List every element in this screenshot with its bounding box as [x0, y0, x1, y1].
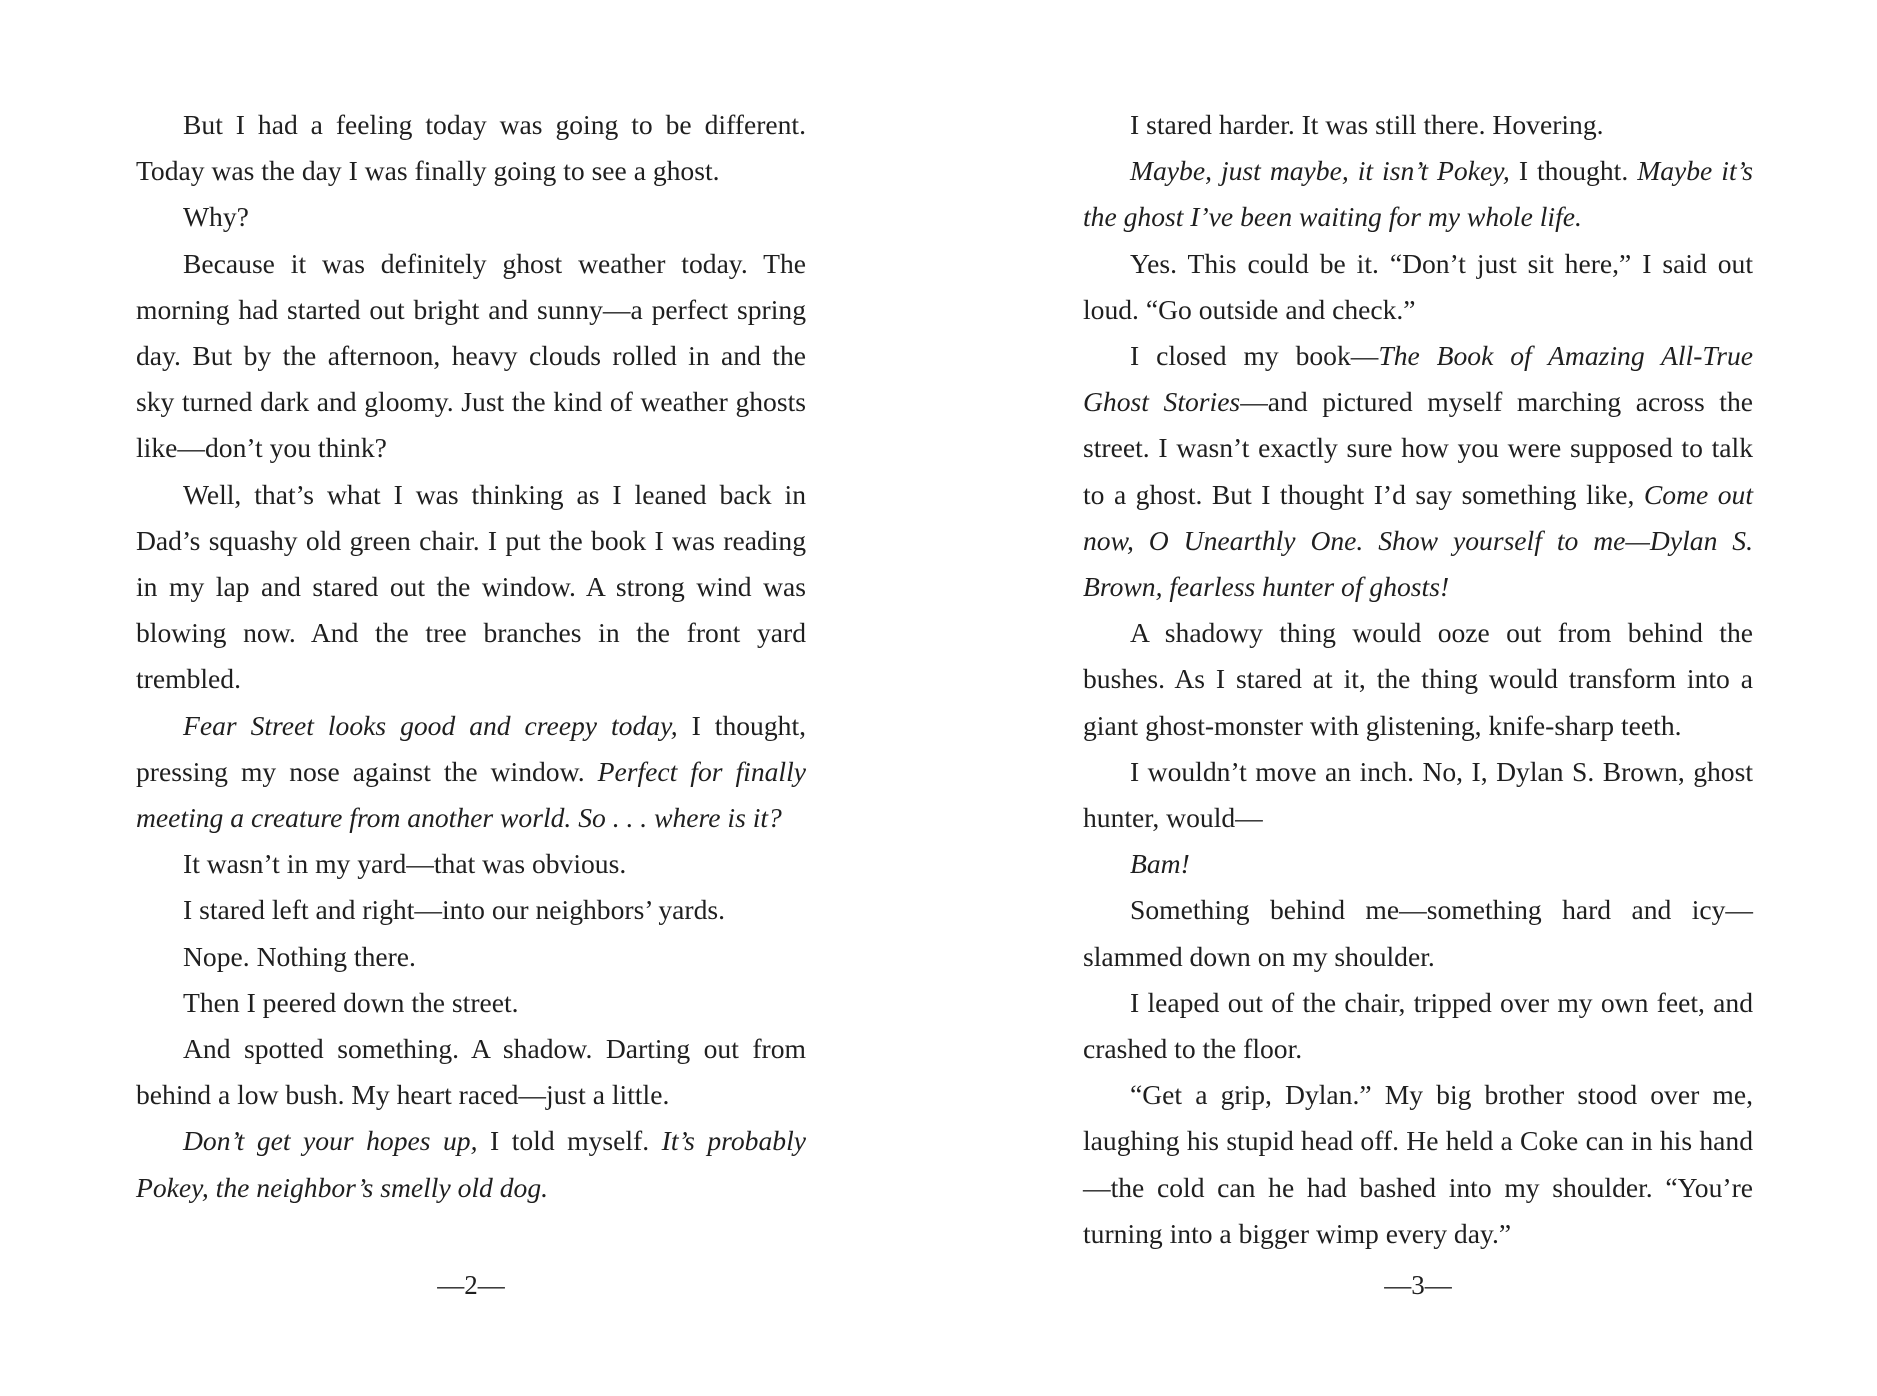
- paragraph: [1083, 333, 1753, 610]
- italic-text: Come out now, O Unearthly One. Show yourself to me—Dylan S. Brown, fearless hunter of ghosts!: [1083, 478, 1753, 603]
- paragraph: [136, 887, 806, 933]
- paragraph: [1083, 887, 1753, 979]
- body-text: A shadowy thing would ooze out from behind the bushes. As I stared at it, the thing would transform into a giant ghost-monster with glistening, knife-sharp teeth.: [1083, 617, 1753, 741]
- paragraph: [1083, 841, 1753, 887]
- body-text: Because it was definitely ghost weather today. The morning had started out bright and sunny—a perfect spring day. But by the afternoon, heavy clouds rolled in and the sky turned dark and gloomy. Just the kind of weather ghosts like—don’t you think?: [136, 247, 806, 464]
- paragraph: [136, 102, 806, 194]
- body-text: “Get a grip, Dylan.” My big brother stood over me, laughing his stupid head off. He held a Coke can in his hand—the cold can he had bashed into my shoulder. “You’re turning into a bigger wimp every day.”: [1083, 1079, 1753, 1249]
- body-text: Something behind me—something hard and icy—slammed down on my shoulder.: [1083, 894, 1753, 972]
- italic-text: Maybe, just maybe, it isn’t Pokey,: [1130, 155, 1510, 187]
- paragraph: [136, 194, 806, 240]
- paragraph: [136, 472, 806, 703]
- body-text: And spotted something. A shadow. Darting out from behind a low bush. My heart raced—just a little.: [136, 1033, 806, 1111]
- right-page-number: —3—: [1384, 1270, 1452, 1300]
- paragraph: [1083, 241, 1753, 333]
- body-text: Nope. Nothing there.: [183, 940, 416, 972]
- paragraph: [136, 934, 806, 980]
- body-text: Well, that’s what I was thinking as I leaned back in Dad’s squashy old green chair. I put the book I was reading in my lap and stared out the window. A strong wind was blowing now. And the tree branches in the front yard trembled.: [136, 478, 806, 695]
- body-text: I told myself.: [477, 1125, 662, 1157]
- left-page: [136, 102, 806, 1322]
- body-text: It wasn’t in my yard—that was obvious.: [183, 848, 627, 880]
- paragraph: [136, 1026, 806, 1118]
- body-text: But I had a feeling today was going to be different. Today was the day I was finally going to see a ghost.: [136, 109, 806, 187]
- paragraph: [136, 703, 806, 842]
- body-text: Why?: [183, 201, 249, 233]
- body-text: Then I peered down the street.: [183, 986, 519, 1018]
- paragraph: [1083, 1072, 1753, 1257]
- body-text: I thought.: [1509, 155, 1638, 187]
- left-page-number: —2—: [437, 1270, 505, 1300]
- italic-text: Bam!: [1130, 848, 1190, 880]
- italic-text: Maybe it’s the ghost I’ve been waiting for my whole life.: [1083, 155, 1753, 233]
- paragraph: [136, 241, 806, 472]
- left-page-text: [136, 102, 806, 1211]
- body-text: I closed my book—: [1130, 340, 1379, 372]
- paragraph: [136, 841, 806, 887]
- right-page: [1083, 102, 1753, 1322]
- italic-text: Perfect for finally meeting a creature from another world. So . . . where is it?: [136, 755, 806, 834]
- italic-text: It’s probably Pokey, the neighbor’s smelly old dog.: [136, 1125, 806, 1203]
- paragraph: [136, 980, 806, 1026]
- paragraph: [1083, 148, 1753, 240]
- body-text: I stared left and right—into our neighbors’ yards.: [183, 894, 726, 926]
- italic-text: Fear Street looks good and creepy today,: [183, 709, 678, 741]
- paragraph: [1083, 749, 1753, 841]
- paragraph: [1083, 980, 1753, 1072]
- body-text: I stared harder. It was still there. Hovering.: [1130, 109, 1604, 140]
- paragraph: [1083, 610, 1753, 749]
- italic-text: Don’t get your hopes up,: [183, 1125, 478, 1157]
- right-page-text: [1083, 102, 1753, 1257]
- body-text: —and pictured myself marching across the street. I wasn’t exactly sure how you were supposed to talk to a ghost. But I thought I’d say something like,: [1083, 386, 1753, 510]
- paragraph: [136, 1118, 806, 1210]
- paragraph: [1083, 102, 1753, 148]
- italic-text: The Book of Amazing All-True Ghost Stories: [1083, 340, 1753, 418]
- body-text: Yes. This could be it. “Don’t just sit here,” I said out loud. “Go outside and check.”: [1083, 247, 1753, 325]
- body-text: I thought, pressing my nose against the window.: [136, 709, 807, 787]
- body-text: I wouldn’t move an inch. No, I, Dylan S. Brown, ghost hunter, would—: [1083, 755, 1753, 834]
- body-text: I leaped out of the chair, tripped over my own feet, and crashed to the floor.: [1083, 986, 1753, 1065]
